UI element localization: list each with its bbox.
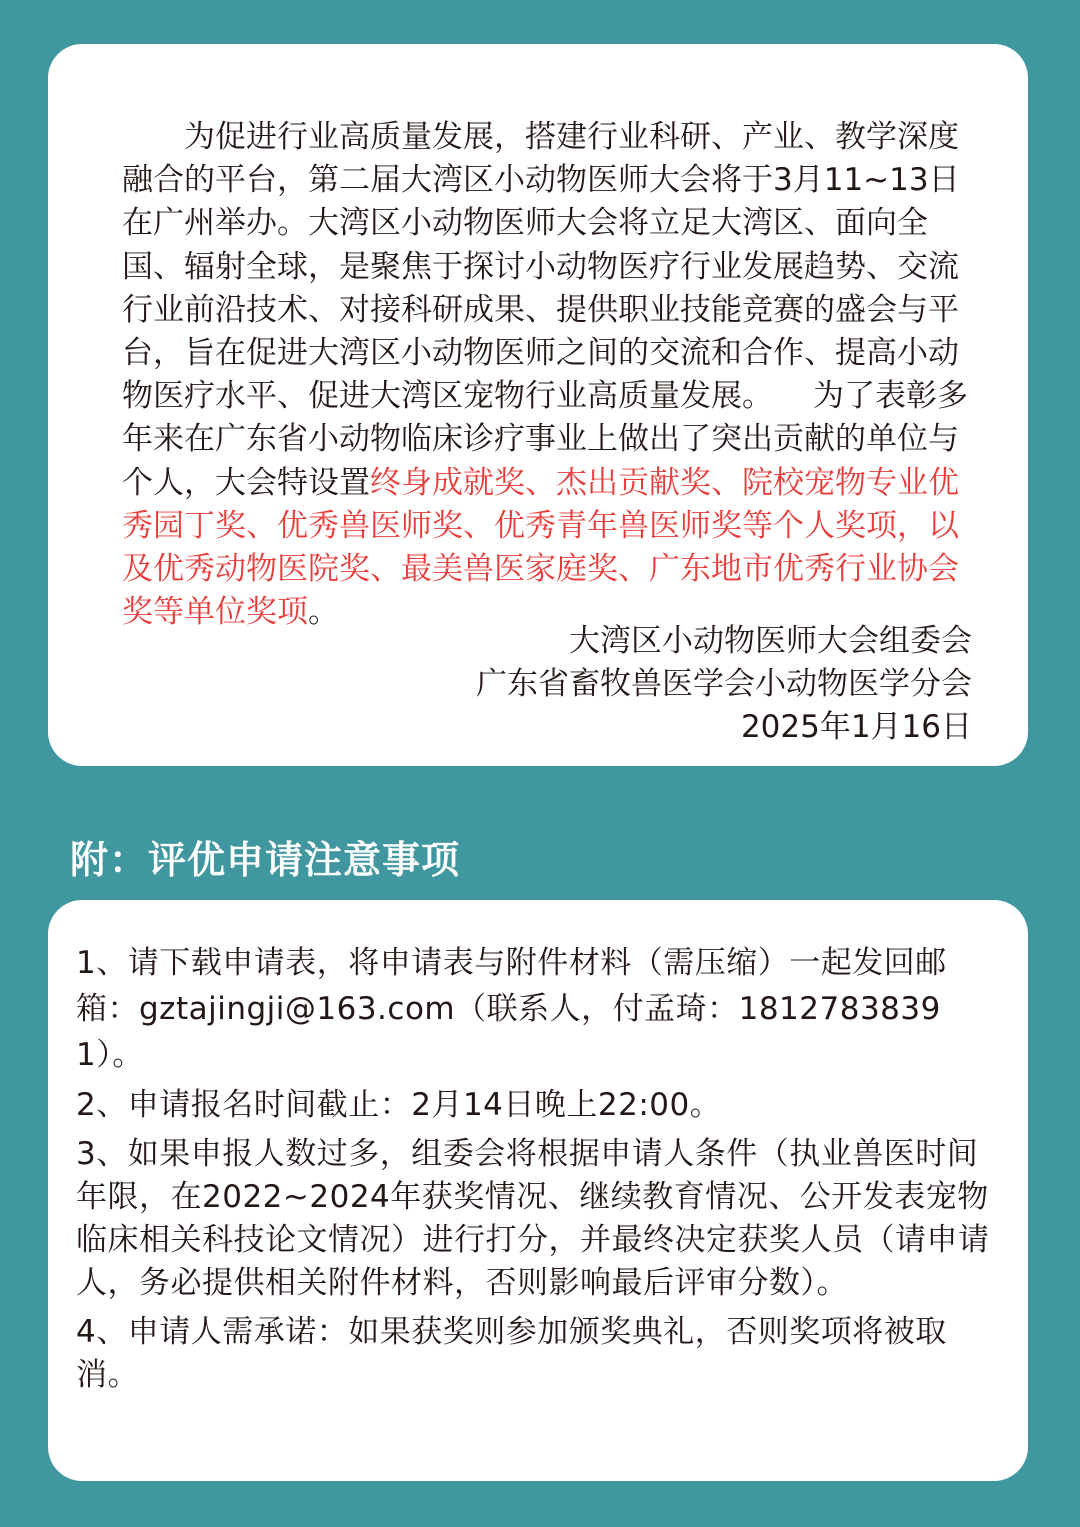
intro-paragraph (122, 116, 972, 634)
intro-text-2: 为了表彰多年来在广东省小动物临床诊疗事业上做出了突出贡献的单位与个人，大会特设置 (122, 378, 968, 501)
intro-text-end: 。 (308, 594, 339, 631)
announcement-card (48, 44, 1028, 766)
intro-text-1: 为促进行业高质量发展，搭建行业科研、产业、教学深度融合的平台，第二届大湾区小动物医师大会将于3月11~13日在广州举办。大湾区小动物医师大会将立足大湾区、面向全国、辐射全球，是聚焦于探讨小动物医疗行业发展趋势、交流行业前沿技术、对接科研成果、提供职业技能竞赛的盛会与平台，旨在促进大湾区小动物医师之间的交流和合作、提高小动物医疗水平、促进大湾区宠物行业高质量发展。 (122, 119, 960, 415)
signature-date: 2025年1月16日 (740, 709, 972, 745)
notes-list (76, 940, 998, 1397)
note-item-3: 3、如果申报人数过多，组委会将根据申请人条件（执业兽医时间年限，在2022~2024年获奖情况、继续教育情况、公开发表宠物临床相关科技论文情况）进行打分，并最终决定获奖人员（请申请人，务必提供相关附件材料，否则影响最后评审分数）。 (76, 1136, 990, 1301)
notes-card (48, 900, 1028, 1481)
section-title: 附：评优申请注意事项 (70, 838, 461, 882)
signature-org-2: 广东省畜牧兽医学会小动物医学分会 (476, 666, 972, 702)
signature-block (476, 620, 972, 749)
note-item-2: 2、申请报名时间截止：2月14日晚上22:00。 (76, 1087, 722, 1123)
award-list-highlight: 终身成就奖、杰出贡献奖、院校宠物专业优秀园丁奖、优秀兽医师奖、优秀青年兽医师奖等个人奖项，以及优秀动物医院奖、最美兽医家庭奖、广东地市优秀行业协会奖等单位奖项 (122, 464, 959, 631)
note-item-1: 1、请下载申请表，将申请表与附件材料（需压缩）一起发回邮箱：gztajingji@163.com（联系人，付孟琦：18127838391）。 (76, 945, 947, 1073)
signature-org-1: 大湾区小动物医师大会组委会 (569, 623, 972, 659)
note-item-4: 4、申请人需承诺：如果获奖则参加颁奖典礼，否则奖项将被取消。 (76, 1314, 947, 1393)
